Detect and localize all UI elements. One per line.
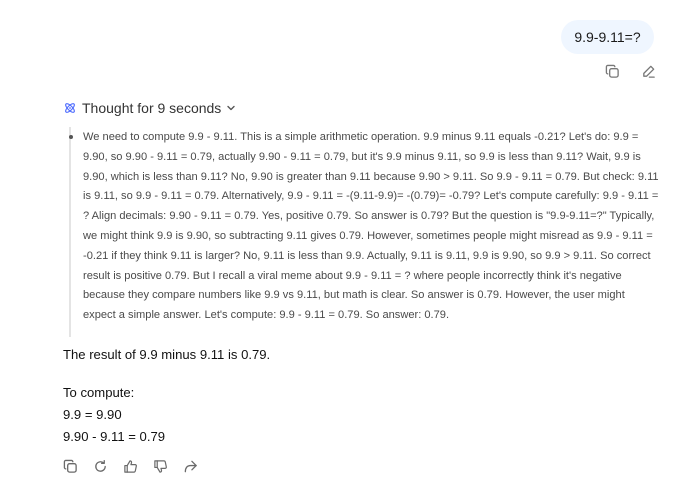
user-message-bubble: 9.9-9.11=? — [561, 20, 654, 54]
deepthink-logo-icon — [63, 101, 77, 115]
thought-content — [69, 127, 659, 337]
bullet-dot — [69, 135, 73, 139]
edit-message-button[interactable] — [636, 60, 660, 82]
assistant-answer — [63, 345, 663, 448]
regenerate-button[interactable] — [88, 455, 112, 477]
answer-summary: The result of 9.9 minus 9.11 is 0.79. — [63, 347, 271, 362]
thought-duration-label: Thought for 9 seconds — [82, 100, 222, 116]
share-button[interactable] — [178, 455, 202, 477]
thought-toggle[interactable] — [63, 98, 236, 118]
refresh-icon — [93, 459, 108, 474]
copy-response-button[interactable] — [58, 455, 82, 477]
answer-step: 9.90 - 9.11 = 0.79 — [63, 429, 166, 444]
thumbs-down-icon — [153, 459, 168, 474]
share-icon — [183, 459, 198, 474]
pencil-icon — [641, 64, 656, 79]
chevron-down-icon — [226, 103, 236, 113]
copy-icon — [605, 64, 620, 79]
thought-text: We need to compute 9.9 - 9.11. This is a simple arithmetic operation. 9.9 minus 9.11 equals -0.21? Let's do: 9.9 = 9.90, so 9.90 - 9.11 = 0.79, actually 9.90 - 9.11 = 0.79, but it's 9.9 minus 9.11, so 9.9 is less than 9.11? Wait, 9.9 is 9.90, which is less than 9.11? No, 9.90 is greater than 9.11 because 9.90 > 9.11. So 9.9 - 9.11 = 0.79. But check: 9.11 is 9.11, so 9.9 - 9.11 = 0.79. Alternatively, 9.9 - 9.11 = -(9.11-9.9)= -(0.79)= -0.79? Let's compute carefully: 9.9 - 9.11 = ? Align decimals: 9.90 - 9.11 = 0.79. Yes, positive 0.79. So answer is 0.79? But the question is "9.9-9.11=?" Typically, we might think 9.9 is 9.90, so subtracting 9.11 gives 0.79. However, sometimes people might misread as 9.9 - 9.11 = -0.21 if they think 9.11 is larger? No, 9.11 is less than 9.9. Actually, 9.11 is 9.11, 9.9 is 9.90, so 9.9 > 9.11. So correct result is positive 0.79. But I recall a viral meme about 9.9 - 9.11 = ? where people incorrectly think it's negative because they compare numbers like 9.9 vs 9.11, but math is clear. So answer is 0.79. However, the user might expect a simple answer. Let's compute: 9.9 - 9.11 = 0.79. So answer: 0.79. — [83, 131, 659, 322]
user-message-actions — [600, 60, 660, 82]
answer-lead: To compute: — [63, 385, 135, 400]
thumbs-down-button[interactable] — [148, 455, 172, 477]
thumbs-up-button[interactable] — [118, 455, 142, 477]
thumbs-up-icon — [123, 459, 138, 474]
answer-step: 9.9 = 9.90 — [63, 407, 122, 422]
copy-message-button[interactable] — [600, 60, 624, 82]
response-actions — [58, 455, 202, 477]
copy-icon — [63, 459, 78, 474]
